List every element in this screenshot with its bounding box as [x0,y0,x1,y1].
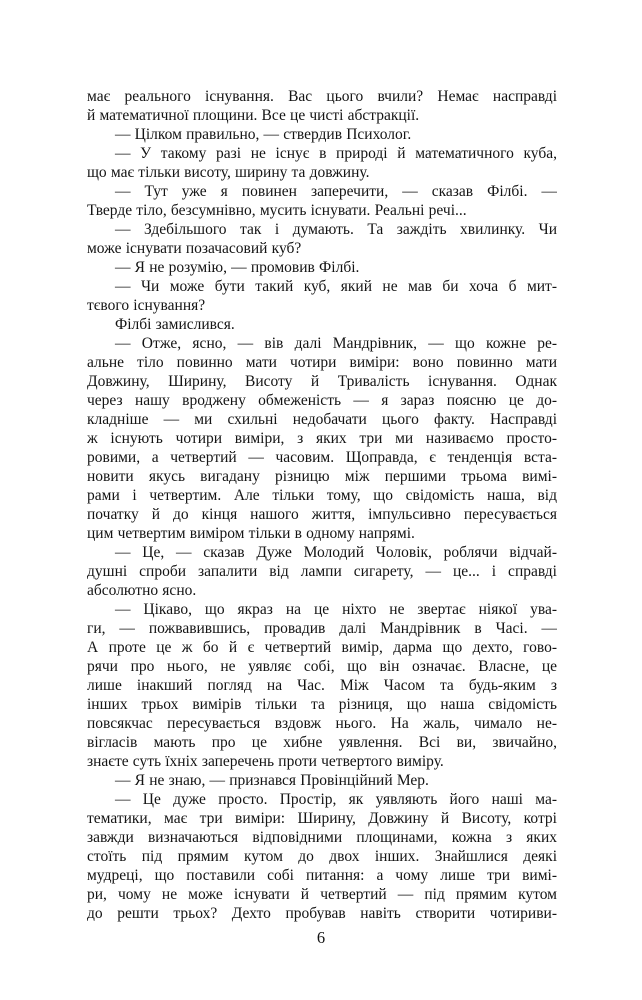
text-line: вігласів мають про це хибне уявлення. Всі ви, звичайно, [87,734,557,751]
text-line: Філбі замислився. [115,316,235,333]
text-line: — Цікаво, що якраз на це ніхто не звертає ніякої ува- [115,601,557,618]
paragraph [87,87,557,125]
text-line: — Цілком правильно, — ствердив Психолог. [115,126,412,143]
text-line: лише інакший погляд на Час. Між Часом та будь-яким з [87,677,557,694]
text-line: альне тіло повинно мати чотири виміри: воно повинно мати [87,354,557,371]
text-line: тематики, має три виміри: Ширину, Довжину й Висоту, котрі [87,810,557,827]
text-line: може існувати позачасовий куб? [87,240,302,257]
text-line: стоїть під прямим кутом до двох інших. Знайшлися деякі [87,848,557,865]
text-line: до решти трьох? Дехто пробував навіть створити чотириви- [87,905,557,922]
paragraph [87,543,557,600]
text-line: рами і четвертим. Але тільки тому, що свідомість наша, від [87,487,557,504]
text-column [87,87,557,923]
text-line: — Це, — сказав Дуже Молодий Чоловік, роблячи відчай- [115,544,557,561]
paragraph [87,125,557,144]
paragraph [87,771,557,790]
text-line: ровими, а четвертий — часовим. Щоправда, є тенденція вста- [87,449,557,466]
text-line: душні спроби запалити від лампи сигарету, — це... і справді [87,563,557,580]
page-number: 6 [316,928,326,947]
text-line: цим четвертим виміром тільки в одному напрямі. [87,525,415,542]
text-line: повсякчас пересувається вздовж нього. На жаль, чимало не- [87,715,557,732]
text-line: А проте це ж бо й є четвертий вимір, дарма що дехто, гово- [87,639,557,656]
text-line: — Чи може бути такий куб, який не мав би хоча б мит- [115,278,557,295]
text-line: завжди визначаються відповідними площинами, кожна з яких [87,829,557,846]
paragraph [87,315,557,334]
text-line: ри, чому не може існувати й четвертий — під прямим кутом [87,886,557,903]
text-line: має реального існування. Вас цього вчили? Немає насправді [87,88,557,105]
text-line: через нашу вроджену обмеженість — я зараз поясню це до- [87,392,557,409]
paragraph [87,220,557,258]
text-line: — Я не знаю, — признався Провінційний Мер. [115,772,429,789]
paragraph [87,600,557,771]
text-line: новити якусь вигадану різницю між першими трьома вимі- [87,468,557,485]
text-line: абсолютно ясно. [87,582,197,599]
paragraph [87,182,557,220]
text-line: — Тут уже я повинен заперечити, — сказав Філбі. — [115,183,557,200]
text-line: кладніше — ми схильні недобачати цього факту. Насправді [87,411,557,428]
paragraph [87,334,557,543]
paragraph [87,277,557,315]
paragraph [87,144,557,182]
text-line: тєвого існування? [87,297,206,314]
text-line: й математичної площини. Все це чисті абстракції. [87,107,420,124]
text-line: — Це дуже просто. Простір, як уявляють його наші ма- [115,791,557,808]
text-line: знаєте суть їхніх заперечень проти четвертого виміру. [87,753,444,770]
text-line: ги, — пожвавившись, провадив далі Мандрівник в Часі. — [87,620,557,637]
text-line: що має тільки висоту, ширину та довжину. [87,164,370,181]
text-line: ж існують чотири виміри, з яких три ми називаємо просто- [87,430,557,447]
text-line: рячи про нього, не уявляє собі, що він означає. Власне, це [87,658,557,675]
text-line: початку й до кінця нашого життя, імпульсивно пересувається [87,506,557,523]
text-line: — Я не розумію, — промовив Філбі. [115,259,360,276]
text-line: — У такому разі не існує в природі й математичного куба, [115,145,557,162]
text-line: — Отже, ясно, — вів далі Мандрівник, — що кожне ре- [115,335,557,352]
text-line: Довжину, Ширину, Висоту й Тривалість існування. Однак [87,373,557,390]
text-line: мудреці, що поставили собі питання: а чому лише три вимі- [87,867,557,884]
paragraph [87,790,557,923]
paragraph [87,258,557,277]
text-line: інших трьох вимірів тільки та різниця, що наша свідомість [87,696,557,713]
text-line: — Здебільшого так і думають. Та заждіть хвилинку. Чи [115,221,557,238]
text-line: Тверде тіло, безсумнівно, мусить існувати. Реальні речі... [87,202,467,219]
